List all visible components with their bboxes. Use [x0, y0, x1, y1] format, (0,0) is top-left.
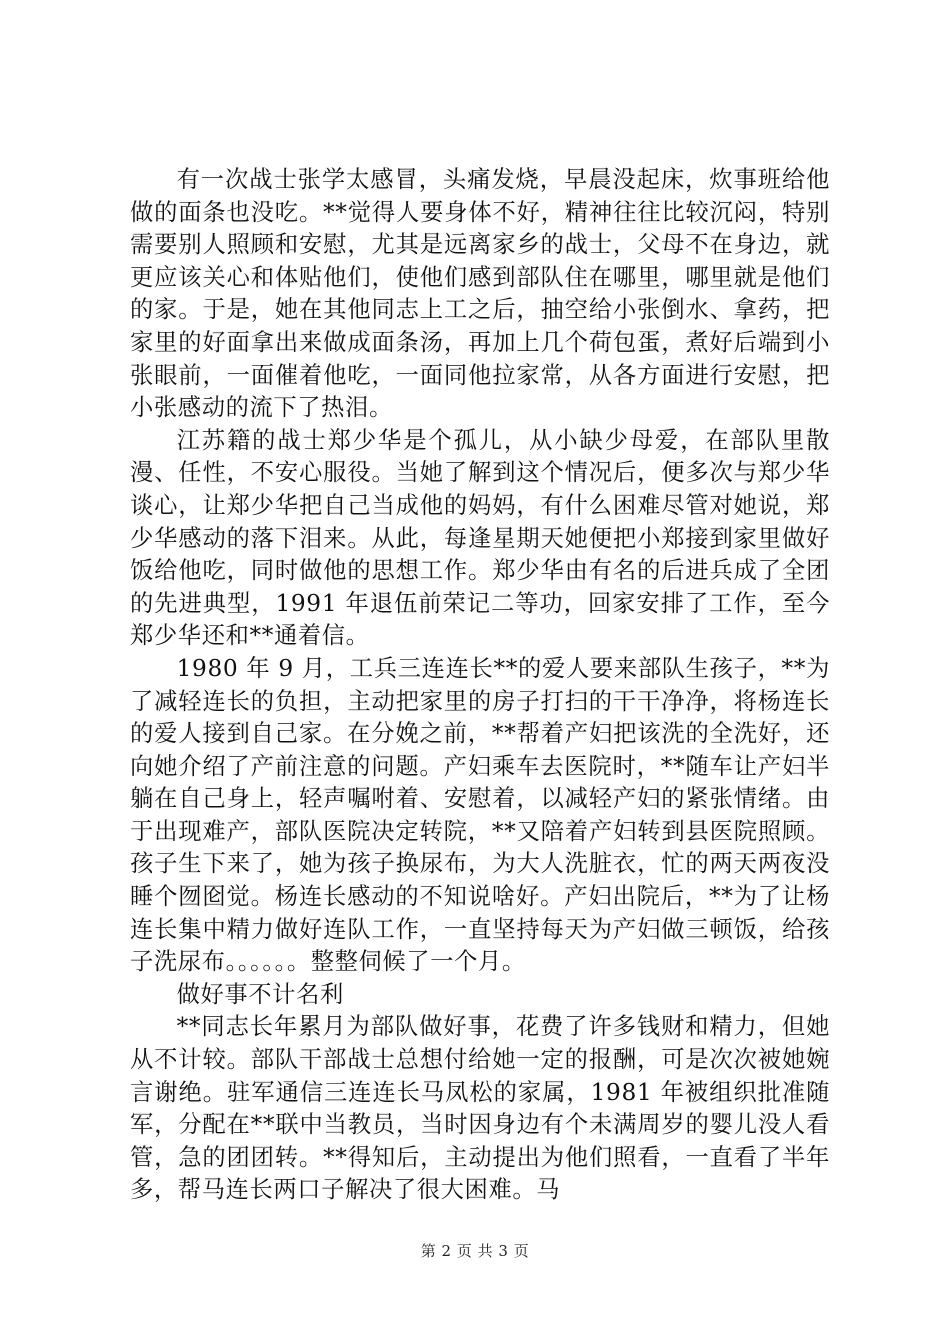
- section-heading: 做好事不计名利: [176, 980, 344, 1008]
- document-body: [130, 164, 830, 1207]
- paragraph-3: 1980 年 9 月，工兵三连连长**的爱人要来部队生孩子，**为了减轻连长的负担，主动把家里的房子打扫的干干净净，将杨连长的爱人接到自己家。在分娩之前，**帮着产妇把该洗的全洗好，还向她介绍了产前注意的问题。产妇乘车去医院时，**随车让产妇半躺在自己身上，轻声嘱咐着、安慰着，以减轻产妇的紧张情绪。由于出现难产，部队医院决定转院，**又陪着产妇转到县医院照顾。孩子生下来了，她为孩子换尿布，为大人洗脏衣，忙的两天两夜没睡个囫囵觉。杨连长感动的不知说啥好。产妇出院后，**为了让杨连长集中精力做好连队工作，一直坚持每天为产妇做三顿饭，给孩子洗尿布。。。。。。整整伺候了一个月。: [130, 654, 830, 976]
- paragraph-1: 有一次战士张学太感冒，头痛发烧，早晨没起床，炊事班给他做的面条也没吃。**觉得人要身体不好，精神往往比较沉闷，特别需要别人照顾和安慰，尤其是远离家乡的战士，父母不在身边，就更应该关心和体贴他们，使他们感到部队住在哪里，哪里就是他们的家。于是，她在其他同志上工之后，抽空给小张倒水、拿药，把家里的好面拿出来做成面条汤，再加上几个荷包蛋，煮好后端到小张眼前，一面催着他吃，一面同他拉家常，从各方面进行安慰，把小张感动的流下了热泪。: [130, 166, 830, 422]
- paragraph-4: **同志长年累月为部队做好事，花费了许多钱财和精力，但她从不计较。部队干部战士总想付给她一定的报酬，可是次次被她婉言谢绝。驻军通信三连连长马凤松的家属，1981 年被组织批准随军，分配在**联中当教员，当时因身边有个未满周岁的婴儿没人看管，急的团团转。**得知后，主动提出为他们照看，一直看了半年多，帮马连长两口子解决了很大困难。马: [130, 1013, 830, 1204]
- paragraph-2: 江苏籍的战士郑少华是个孤儿，从小缺少母爱，在部队里散漫、任性，不安心服役。当她了解到这个情况后，便多次与郑少华谈心，让郑少华把自己当成他的妈妈，有什么困难尽管对她说，郑少华感动的落下泪来。从此，每逢星期天她便把小郑接到家里做好饭给他吃，同时做他的思想工作。郑少华由有名的后进兵成了全团的先进典型，1991 年退伍前荣记二等功，回家安排了工作，至今郑少华还和**通着信。: [130, 426, 830, 650]
- page-footer: 第 2 页 共 3 页: [420, 1242, 530, 1260]
